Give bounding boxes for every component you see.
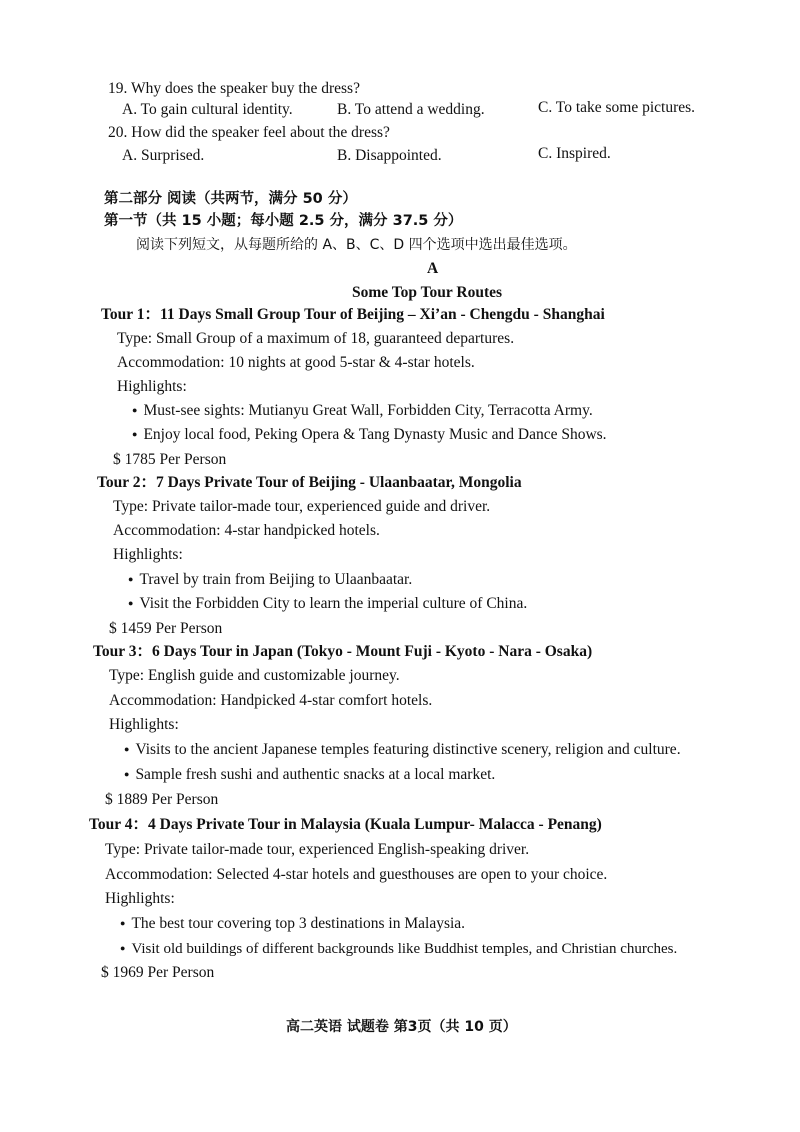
- tour-accommodation: Accommodation: 4-star handpicked hotels.: [113, 522, 380, 539]
- q19-option-c: C. To take some pictures.: [538, 99, 696, 116]
- tour-type: Type: Private tailor-made tour, experienced English-speaking driver.: [105, 841, 530, 858]
- tour-highlight: ● Sample fresh sushi and authentic snacks at a local market.: [124, 765, 495, 786]
- tour-accommodation: Accommodation: 10 nights at good 5-star & 4-star hotels.: [117, 354, 475, 371]
- tour-highlight: ● Visits to the ancient Japanese temples featuring distinctive scenery, religion and culture.: [124, 740, 681, 761]
- question-19: 19. Why does the speaker buy the dress?: [108, 80, 360, 97]
- tour-title: Tour 1：11 Days Small Group Tour of Beijing – Xi’an - Chengdu - Shanghai: [101, 306, 605, 323]
- passage-letter: A: [427, 260, 439, 277]
- q20-option-c: C. Inspired.: [538, 145, 611, 162]
- q19-option-b: B. To attend a wedding.: [337, 101, 485, 118]
- q20-option-a: A. Surprised.: [122, 147, 205, 164]
- tour-price: $ 1785 Per Person: [113, 451, 227, 468]
- tour-title: Tour 4：4 Days Private Tour in Malaysia (Kuala Lumpur- Malacca - Penang): [89, 816, 602, 833]
- passage-title: Some Top Tour Routes: [352, 284, 503, 301]
- tour-highlights-label: Highlights:: [105, 890, 175, 907]
- question-20: 20. How did the speaker feel about the dress?: [108, 124, 390, 141]
- tour-title: Tour 2：7 Days Private Tour of Beijing - Ulaanbaatar, Mongolia: [97, 474, 522, 491]
- instruction: 阅读下列短文，从每题所给的 A、B、C、D 四个选项中选出最佳选项。: [136, 237, 577, 253]
- tour-highlight: ● Visit old buildings of different backgrounds like Buddhist temples, and Christian churches.: [120, 939, 677, 960]
- tour-title: Tour 3：6 Days Tour in Japan (Tokyo - Mount Fuji - Kyoto - Nara - Osaka): [93, 643, 593, 660]
- q19-option-a: A. To gain cultural identity.: [122, 101, 293, 118]
- tour-highlights-label: Highlights:: [109, 716, 179, 733]
- tour-highlights-label: Highlights:: [117, 378, 187, 395]
- section-title: 第一节（共 15 小题；每小题 2.5 分，满分 37.5 分）: [104, 213, 463, 229]
- q20-option-b: B. Disappointed.: [337, 147, 442, 164]
- tour-highlights-label: Highlights:: [113, 546, 183, 563]
- tour-highlight: ● The best tour covering top 3 destinations in Malaysia.: [120, 914, 465, 935]
- tour-highlight: ● Visit the Forbidden City to learn the imperial culture of China.: [128, 594, 527, 615]
- tour-highlight: ● Travel by train from Beijing to Ulaanbaatar.: [128, 570, 412, 591]
- tour-highlight: ● Enjoy local food, Peking Opera & Tang Dynasty Music and Dance Shows.: [132, 425, 607, 446]
- tour-accommodation: Accommodation: Handpicked 4-star comfort hotels.: [109, 692, 433, 709]
- tour-type: Type: Small Group of a maximum of 18, guaranteed departures.: [117, 330, 515, 347]
- tour-type: Type: English guide and customizable journey.: [109, 667, 400, 684]
- page-footer: 高二英语 试题卷 第3页（共 10 页）: [286, 1019, 517, 1035]
- tour-type: Type: Private tailor-made tour, experienced guide and driver.: [113, 498, 491, 515]
- tour-highlight: ● Must-see sights: Mutianyu Great Wall, Forbidden City, Terracotta Army.: [132, 401, 593, 422]
- tour-price: $ 1459 Per Person: [109, 620, 223, 637]
- tour-price: $ 1889 Per Person: [105, 791, 219, 808]
- tour-accommodation: Accommodation: Selected 4-star hotels and guesthouses are open to your choice.: [105, 866, 608, 883]
- tour-price: $ 1969 Per Person: [101, 964, 215, 981]
- part-title: 第二部分 阅读（共两节，满分 50 分）: [104, 191, 357, 207]
